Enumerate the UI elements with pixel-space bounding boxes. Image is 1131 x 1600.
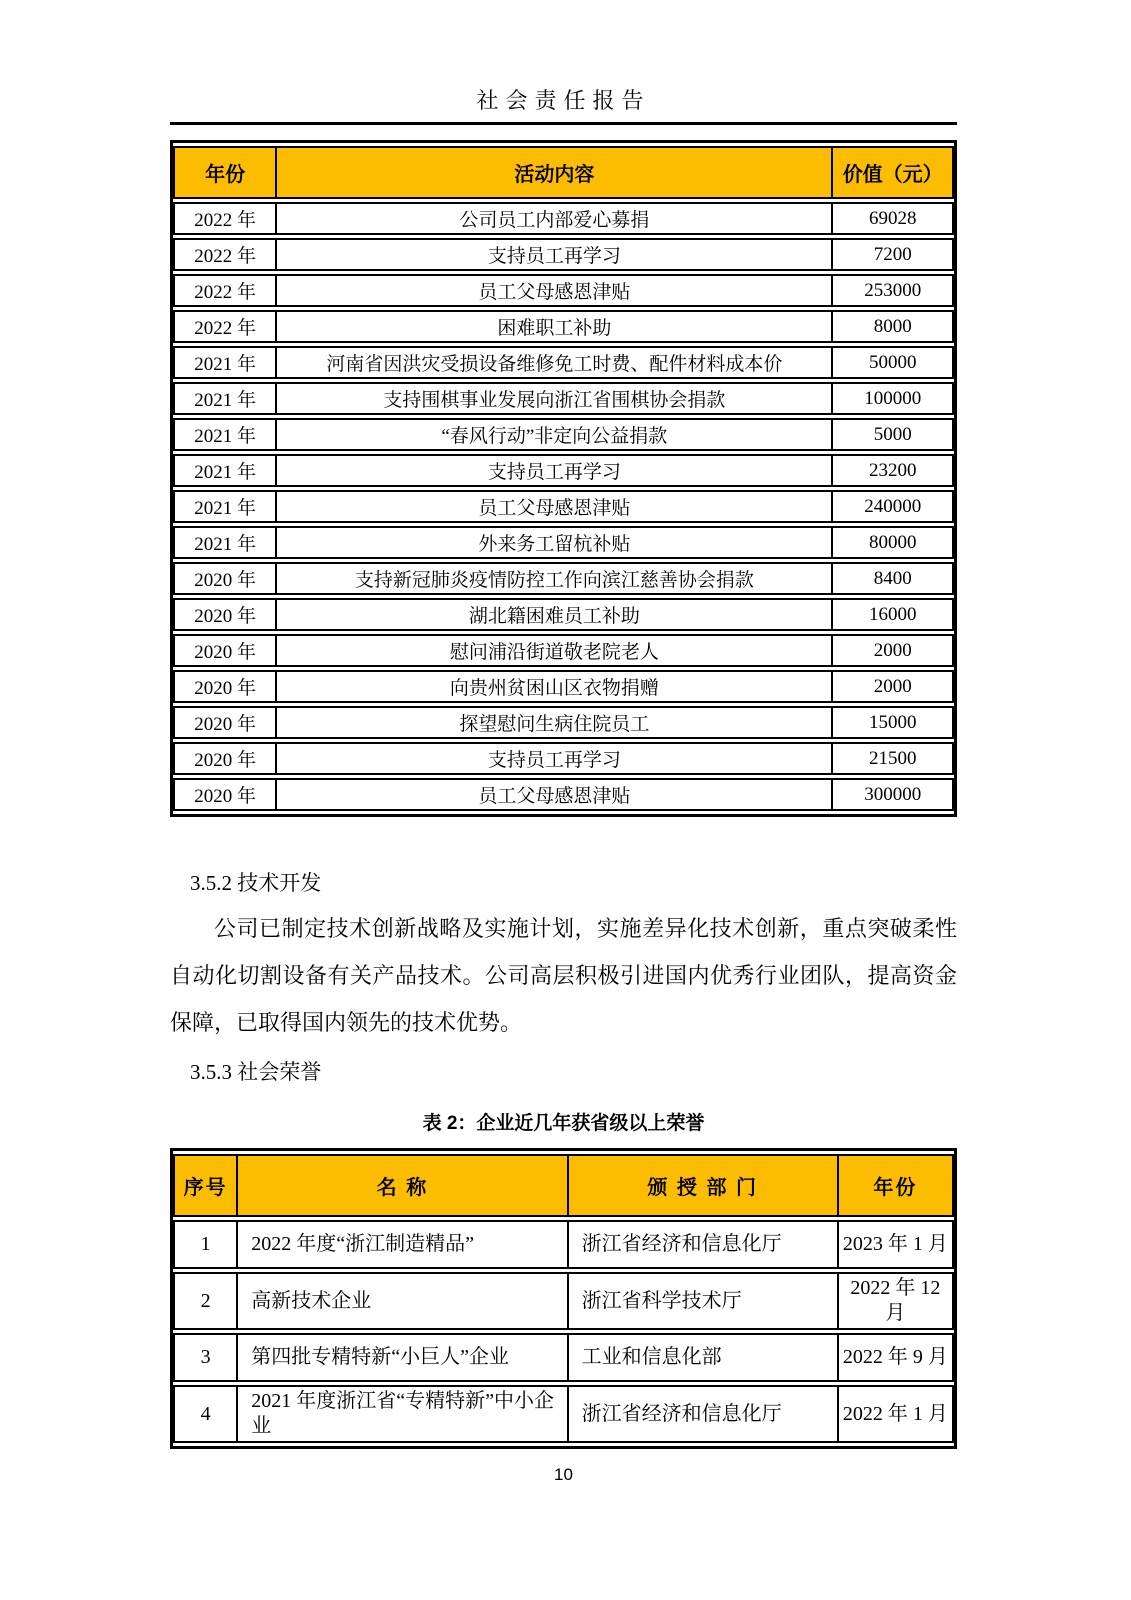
donation-value-cell: 80000 bbox=[831, 526, 954, 559]
donation-value-cell: 21500 bbox=[831, 742, 954, 775]
honor-department-cell: 工业和信息化部 bbox=[567, 1333, 837, 1382]
table-row bbox=[173, 562, 954, 595]
donation-year-cell: 2021 年 bbox=[173, 418, 275, 451]
table-row bbox=[173, 634, 954, 667]
donation-activity-cell: 支持新冠肺炎疫情防控工作向滨江慈善协会捐款 bbox=[275, 562, 831, 595]
honors-table-header-row bbox=[173, 1154, 954, 1217]
donation-value-cell: 5000 bbox=[831, 418, 954, 451]
honor-department-cell: 浙江省经济和信息化厅 bbox=[567, 1385, 837, 1443]
table-row bbox=[173, 1385, 954, 1443]
donation-value-cell: 7200 bbox=[831, 238, 954, 271]
donation-year-cell: 2020 年 bbox=[173, 778, 275, 811]
table-row bbox=[173, 418, 954, 451]
table-row bbox=[173, 382, 954, 415]
section-heading-social-honor: 3.5.3 社会荣誉 bbox=[190, 1060, 322, 1084]
donation-year-cell: 2021 年 bbox=[173, 346, 275, 379]
donation-year-cell: 2020 年 bbox=[173, 562, 275, 595]
donation-activity-cell: 公司员工内部爱心募捐 bbox=[275, 202, 831, 235]
table-row bbox=[173, 598, 954, 631]
donation-year-cell: 2022 年 bbox=[173, 310, 275, 343]
honor-serial-cell: 2 bbox=[173, 1272, 236, 1330]
table-row bbox=[173, 670, 954, 703]
honors-table-body bbox=[173, 1220, 954, 1443]
honors-table bbox=[170, 1148, 957, 1449]
donation-activity-cell: 向贵州贫困山区衣物捐赠 bbox=[275, 670, 831, 703]
donation-value-cell: 50000 bbox=[831, 346, 954, 379]
donation-activity-cell: 支持员工再学习 bbox=[275, 742, 831, 775]
honor-department-cell: 浙江省经济和信息化厅 bbox=[567, 1220, 837, 1269]
donation-value-cell: 8400 bbox=[831, 562, 954, 595]
honor-serial-cell: 4 bbox=[173, 1385, 236, 1443]
section-heading-tech-dev: 3.5.2 技术开发 bbox=[190, 871, 322, 895]
donation-activity-cell: 员工父母感恩津贴 bbox=[275, 274, 831, 307]
honor-serial-cell: 1 bbox=[173, 1220, 236, 1269]
table-row bbox=[173, 1220, 954, 1269]
donation-value-cell: 2000 bbox=[831, 634, 954, 667]
table-row bbox=[173, 1272, 954, 1330]
table-row bbox=[173, 490, 954, 523]
table-row bbox=[173, 778, 954, 811]
honor-name-cell: 2022 年度“浙江制造精品” bbox=[236, 1220, 566, 1269]
donation-year-cell: 2022 年 bbox=[173, 274, 275, 307]
table-row bbox=[173, 706, 954, 739]
header-rule bbox=[170, 122, 957, 125]
donation-value-cell: 15000 bbox=[831, 706, 954, 739]
donation-table-body bbox=[173, 202, 954, 811]
honor-name-cell: 第四批专精特新“小巨人”企业 bbox=[236, 1333, 566, 1382]
donation-activity-cell: “春风行动”非定向公益捐款 bbox=[275, 418, 831, 451]
table-row bbox=[173, 1333, 954, 1382]
honors-table-caption: 表 2：企业近几年获省级以上荣誉 bbox=[422, 1113, 705, 1134]
donation-value-cell: 16000 bbox=[831, 598, 954, 631]
donation-activity-cell: 湖北籍困难员工补助 bbox=[275, 598, 831, 631]
table-row bbox=[173, 274, 954, 307]
donation-value-cell: 2000 bbox=[831, 670, 954, 703]
page-number: 10 bbox=[554, 1465, 573, 1484]
donation-activity-cell: 慰问浦沿街道敬老院老人 bbox=[275, 634, 831, 667]
honor-date-cell: 2022 年 9 月 bbox=[837, 1333, 954, 1382]
activity-column-header: 活动内容 bbox=[275, 146, 831, 199]
tech-dev-paragraph: 公司已制定技术创新战略及实施计划，实施差异化技术创新，重点突破柔性自动化切割设备有关产品技术。公司高层积极引进国内优秀行业团队，提高资金保障，已取得国内领先的技术优势。 bbox=[170, 916, 957, 1035]
table-row bbox=[173, 202, 954, 235]
donation-value-cell: 23200 bbox=[831, 454, 954, 487]
year-column-header: 年份 bbox=[173, 146, 275, 199]
donation-activity-cell: 员工父母感恩津贴 bbox=[275, 778, 831, 811]
donation-value-cell: 253000 bbox=[831, 274, 954, 307]
donation-year-cell: 2021 年 bbox=[173, 382, 275, 415]
department-column-header: 颁 授 部 门 bbox=[567, 1154, 837, 1217]
donation-year-cell: 2021 年 bbox=[173, 454, 275, 487]
name-column-header: 名 称 bbox=[236, 1154, 566, 1217]
honor-name-cell: 2021 年度浙江省“专精特新”中小企业 bbox=[236, 1385, 566, 1443]
donation-value-cell: 69028 bbox=[831, 202, 954, 235]
donation-value-cell: 240000 bbox=[831, 490, 954, 523]
donation-year-cell: 2020 年 bbox=[173, 598, 275, 631]
table-row bbox=[173, 346, 954, 379]
donation-year-cell: 2020 年 bbox=[173, 706, 275, 739]
donation-year-cell: 2021 年 bbox=[173, 526, 275, 559]
table-row bbox=[173, 310, 954, 343]
donation-activity-cell: 困难职工补助 bbox=[275, 310, 831, 343]
donation-activity-cell: 河南省因洪灾受损设备维修免工时费、配件材料成本价 bbox=[275, 346, 831, 379]
honor-name-cell: 高新技术企业 bbox=[236, 1272, 566, 1330]
donation-activity-cell: 探望慰问生病住院员工 bbox=[275, 706, 831, 739]
donation-year-cell: 2022 年 bbox=[173, 238, 275, 271]
honor-date-cell: 2022 年 1 月 bbox=[837, 1385, 954, 1443]
donation-value-cell: 8000 bbox=[831, 310, 954, 343]
donation-year-cell: 2020 年 bbox=[173, 670, 275, 703]
honor-date-cell: 2023 年 1 月 bbox=[837, 1220, 954, 1269]
donation-year-cell: 2020 年 bbox=[173, 634, 275, 667]
honor-date-cell: 2022 年 12 月 bbox=[837, 1272, 954, 1330]
page-header-title: 社会责任报告 bbox=[476, 88, 651, 113]
donation-activity-cell: 支持围棋事业发展向浙江省围棋协会捐款 bbox=[275, 382, 831, 415]
donation-activity-cell: 外来务工留杭补贴 bbox=[275, 526, 831, 559]
value-column-header: 价值（元） bbox=[831, 146, 954, 199]
honor-year-column-header: 年份 bbox=[837, 1154, 954, 1217]
donation-value-cell: 100000 bbox=[831, 382, 954, 415]
table-row bbox=[173, 238, 954, 271]
honor-department-cell: 浙江省科学技术厅 bbox=[567, 1272, 837, 1330]
donation-year-cell: 2021 年 bbox=[173, 490, 275, 523]
table-row bbox=[173, 454, 954, 487]
serial-column-header: 序号 bbox=[173, 1154, 236, 1217]
donation-activity-cell: 支持员工再学习 bbox=[275, 454, 831, 487]
donation-table-header-row bbox=[173, 146, 954, 199]
donation-activity-cell: 支持员工再学习 bbox=[275, 238, 831, 271]
donation-year-cell: 2022 年 bbox=[173, 202, 275, 235]
honor-serial-cell: 3 bbox=[173, 1333, 236, 1382]
donation-activity-cell: 员工父母感恩津贴 bbox=[275, 490, 831, 523]
table-row bbox=[173, 742, 954, 775]
donation-value-cell: 300000 bbox=[831, 778, 954, 811]
table-row bbox=[173, 526, 954, 559]
donation-activities-table bbox=[170, 140, 957, 817]
donation-year-cell: 2020 年 bbox=[173, 742, 275, 775]
